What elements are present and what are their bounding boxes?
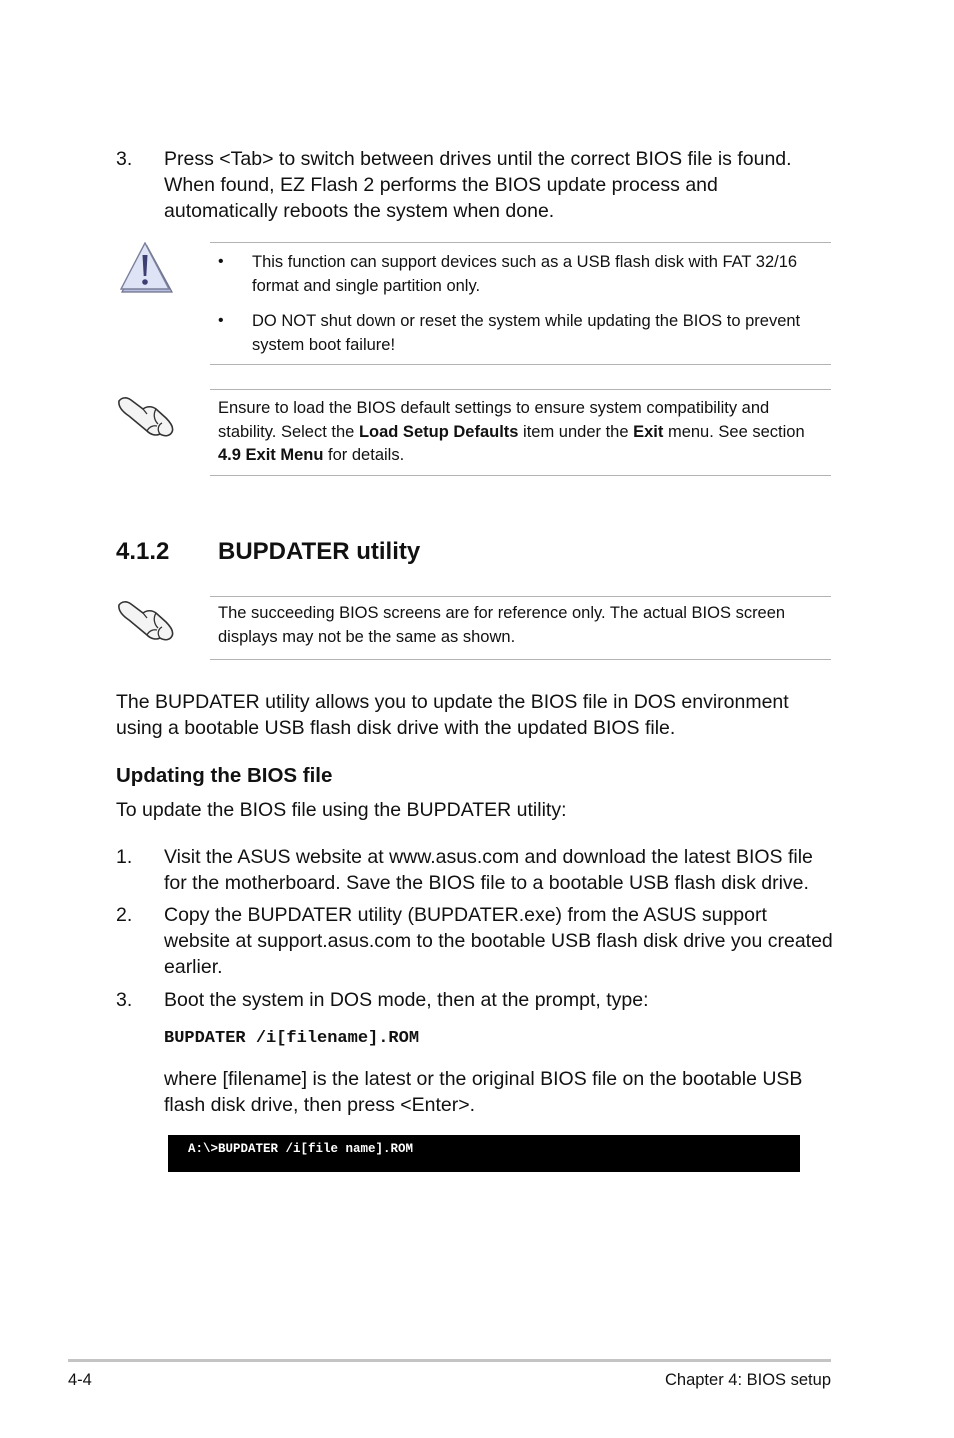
chapter-label: Chapter 4: BIOS setup [664,1371,831,1389]
bullet-marker: • [218,312,224,329]
load-setup-defaults-label: Load Setup Defaults [358,422,519,441]
note-bottom-rule [210,475,831,476]
section-title: BUPDATER utility [218,538,421,565]
step-text: Copy the BUPDATER utility (BUPDATER.exe) from the ASUS support website at support.asus.com to the bootable USB flash disk drive you created earlier. [164,904,833,978]
pointing-hand-icon [116,392,178,440]
step-text: Press <Tab> to switch between drives until the correct BIOS file is found. When found, EZ Flash 2 performs the BIOS update process and automatically reboots the system when done. [164,148,792,222]
footer-rule [68,1359,831,1362]
section-number: 4.1.2 [116,538,170,565]
command-note: where [filename] is the latest or the original BIOS file on the bootable USB flash disk drive, then press <Enter>. [164,1068,803,1116]
step-number: 2. [116,904,133,926]
dos-console-screen [168,1135,800,1172]
page-number: 4-4 [68,1371,92,1389]
step-number: 3. [116,989,133,1011]
warning-bullet-1: This function can support devices such as a USB flash disk with FAT 32/16 format and single partition only. [252,253,798,295]
warning-bullet-2: DO NOT shut down or reset the system while updating the BIOS to prevent system boot failure! [252,312,801,354]
step-number: 1. [116,846,133,868]
note-defaults-text: Ensure to load the BIOS default settings to ensure system compatibility and stability. Select the Load Setup Defaults item under the Exit menu. See section 4.9 Exit Menu for details. [218,399,805,464]
exit-menu-section-label: 4.9 Exit Menu [218,446,324,464]
intro-paragraph: The BUPDATER utility allows you to update the BIOS file in DOS environment using a bootable USB flash disk drive with the updated BIOS file. [116,691,789,739]
exit-label: Exit [633,422,664,441]
note-bottom-rule [210,659,831,660]
warning-triangle-icon [118,242,174,296]
note-reference-text: The succeeding BIOS screens are for reference only. The actual BIOS screen displays may not be the same as shown. [218,604,786,646]
command-text: BUPDATER /i[filename].ROM [164,1029,420,1048]
lead-text: To update the BIOS file using the BUPDATER utility: [116,799,567,821]
step-number: 3. [116,148,133,170]
step-text: Visit the ASUS website at www.asus.com and download the latest BIOS file for the motherboard. Save the BIOS file to a bootable USB flash disk drive. [164,846,813,894]
warning-top-rule [210,242,831,243]
step-text: Boot the system in DOS mode, then at the prompt, type: [164,989,649,1011]
subsection-title: Updating the BIOS file [116,764,333,787]
bullet-marker: • [218,253,224,270]
note-top-rule [210,596,831,597]
note-top-rule [210,389,831,390]
pointing-hand-icon [116,596,178,644]
warning-bottom-rule [210,364,831,365]
console-prompt-line: A:\>BUPDATER /i[file name].ROM [188,1142,414,1156]
